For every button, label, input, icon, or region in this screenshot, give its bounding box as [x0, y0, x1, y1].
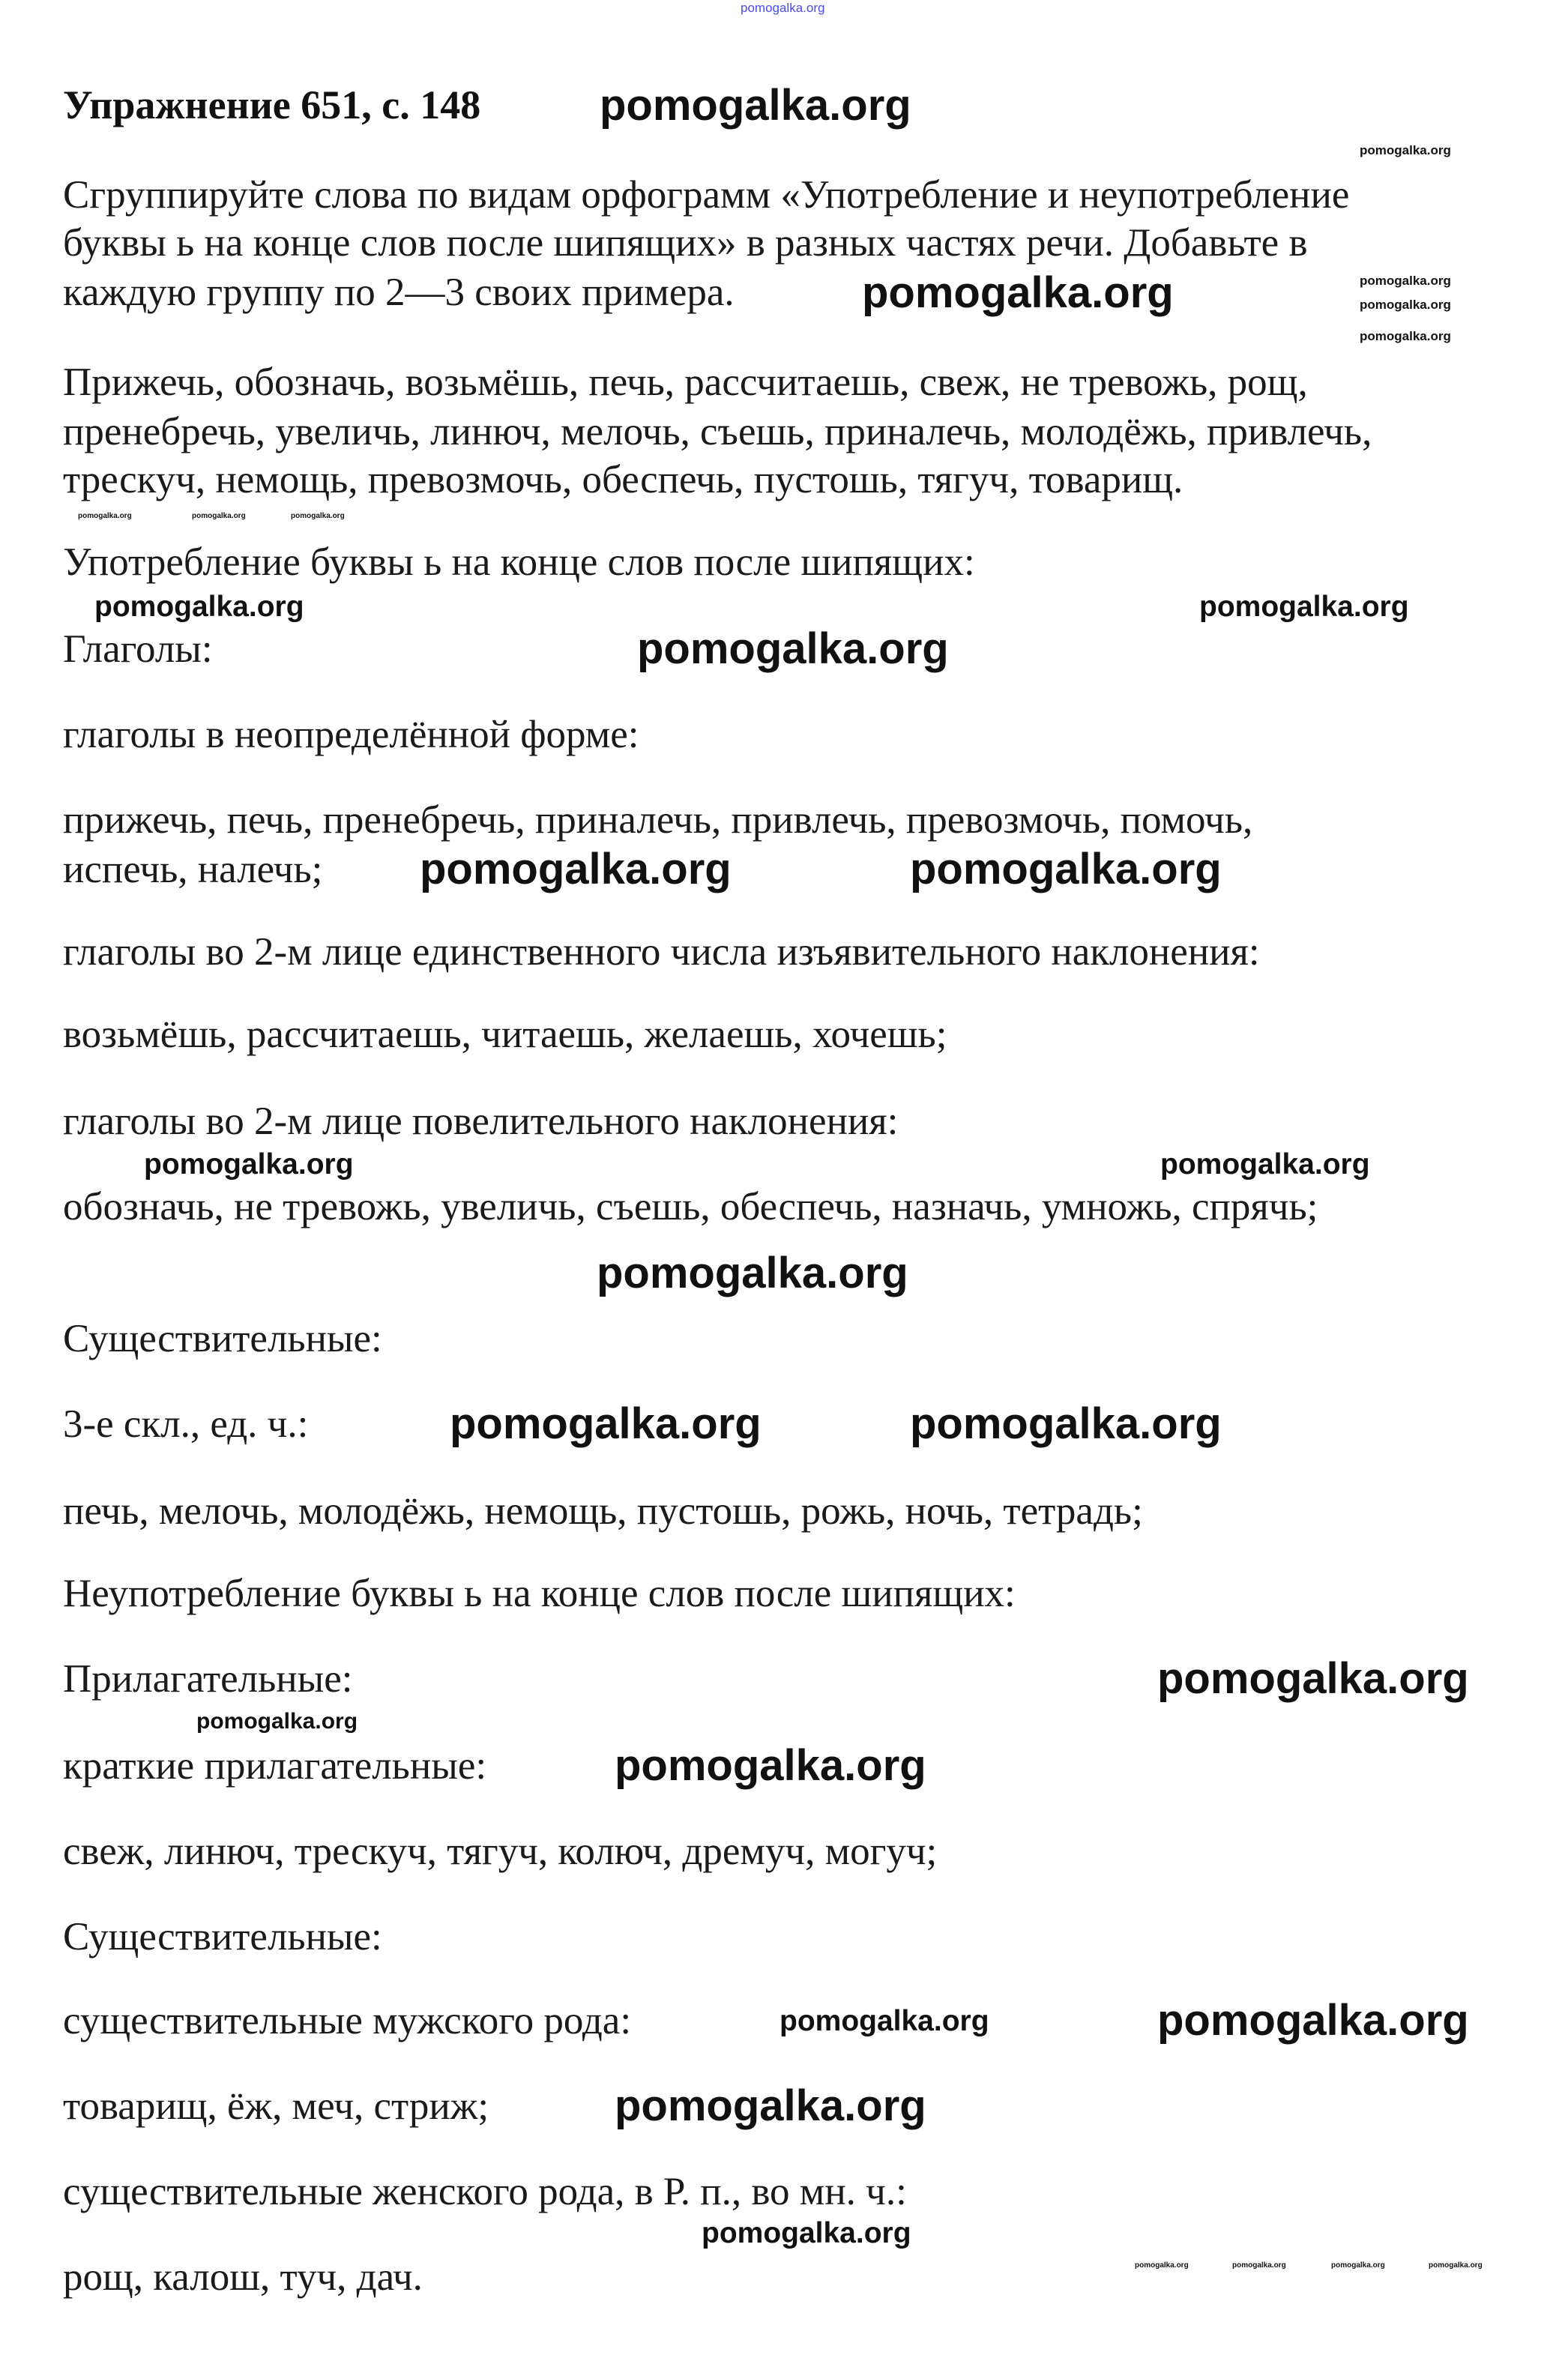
example-line: товарищ, ёж, меч, стриж;	[63, 2084, 489, 2128]
watermark: pomogalka.org	[1157, 1996, 1469, 2045]
example-line: прижечь, печь, пренебречь, приналечь, привлечь, превозмочь, помочь,	[63, 798, 1253, 842]
group-label: существительные мужского рода:	[63, 1999, 632, 2042]
watermark: pomogalka.org	[144, 1148, 354, 1180]
example-line: испечь, налечь;	[63, 848, 323, 891]
watermark: pomogalka.org	[1360, 329, 1451, 343]
watermark: pomogalka.org	[196, 1709, 358, 1734]
watermark: pomogalka.org	[192, 512, 246, 520]
group-label: глаголы во 2-м лице единственного числа изъявительного наклонения:	[63, 930, 1260, 974]
watermark: pomogalka.org	[1429, 2261, 1483, 2270]
watermark: pomogalka.org	[1331, 2261, 1385, 2270]
watermark: pomogalka.org	[597, 1249, 908, 1297]
group-label: глаголы в неопределённой форме:	[63, 713, 639, 756]
group-label: 3-е скл., ед. ч.:	[63, 1402, 309, 1446]
watermark: pomogalka.org	[1360, 143, 1451, 157]
example-line: возьмёшь, рассчитаешь, читаешь, желаешь, хочешь;	[63, 1013, 947, 1056]
watermark: pomogalka.org	[615, 1741, 926, 1790]
watermark: pomogalka.org	[78, 512, 132, 520]
group-label: глаголы во 2-м лице повелительного наклонения:	[63, 1100, 899, 1143]
watermark: pomogalka.org	[1157, 1654, 1469, 1703]
section-heading: Неупотребление буквы ь на конце слов после шипящих:	[63, 1572, 1016, 1615]
task-line: каждую группу по 2—3 своих примера.	[63, 271, 735, 314]
example-line: рощ, калош, туч, дач.	[63, 2255, 423, 2299]
watermark: pomogalka.org	[1135, 2261, 1189, 2270]
word-list-line: трескуч, немощь, превозмочь, обеспечь, пустошь, тягуч, товарищ.	[63, 458, 1183, 501]
word-list-line: Прижечь, обозначь, возьмёшь, печь, рассчитаешь, свеж, не тревожь, рощ,	[63, 361, 1308, 404]
watermark: pomogalka.org	[637, 624, 949, 673]
watermark: pomogalka.org	[1160, 1148, 1370, 1180]
watermark: pomogalka.org	[1360, 274, 1451, 288]
group-label: краткие прилагательные:	[63, 1744, 487, 1788]
watermark: pomogalka.org	[910, 1399, 1222, 1448]
watermark: pomogalka.org	[615, 2081, 926, 2130]
watermark: pomogalka.org	[1199, 591, 1409, 623]
watermark: pomogalka.org	[862, 268, 1174, 317]
word-list-line: пренебречь, увеличь, линюч, мелочь, съешь, приналечь, молодёжь, привлечь,	[63, 410, 1372, 453]
watermark: pomogalka.org	[600, 81, 911, 130]
page-title: Упражнение 651, с. 148	[63, 82, 481, 127]
subheading: Существительные:	[63, 1317, 382, 1360]
task-line: буквы ь на конце слов после шипящих» в разных частях речи. Добавьте в	[63, 221, 1308, 265]
subheading: Глаголы:	[63, 627, 213, 671]
example-line: обозначь, не тревожь, увеличь, съешь, обеспечь, назначь, умножь, спрячь;	[63, 1185, 1318, 1228]
watermark: pomogalka.org	[780, 2005, 989, 2037]
watermark-top-link[interactable]: pomogalka.org	[741, 1, 825, 15]
watermark: pomogalka.org	[702, 2217, 911, 2249]
watermark: pomogalka.org	[1360, 298, 1451, 312]
group-label: существительные женского рода, в Р. п., во мн. ч.:	[63, 2170, 907, 2213]
example-line: свеж, линюч, трескуч, тягуч, колюч, дремуч, могуч;	[63, 1830, 938, 1873]
watermark: pomogalka.org	[1232, 2261, 1286, 2270]
task-line: Сгруппируйте слова по видам орфограмм «Употребление и неупотребление	[63, 173, 1350, 217]
subheading: Прилагательные:	[63, 1657, 353, 1701]
example-line: печь, мелочь, молодёжь, немощь, пустошь, рожь, ночь, тетрадь;	[63, 1489, 1143, 1533]
subheading: Существительные:	[63, 1915, 382, 1959]
watermark: pomogalka.org	[450, 1399, 762, 1448]
watermark: pomogalka.org	[291, 512, 345, 520]
watermark: pomogalka.org	[910, 845, 1222, 893]
watermark: pomogalka.org	[420, 845, 732, 893]
watermark: pomogalka.org	[94, 591, 304, 623]
section-heading: Употребление буквы ь на конце слов после шипящих:	[63, 540, 975, 584]
